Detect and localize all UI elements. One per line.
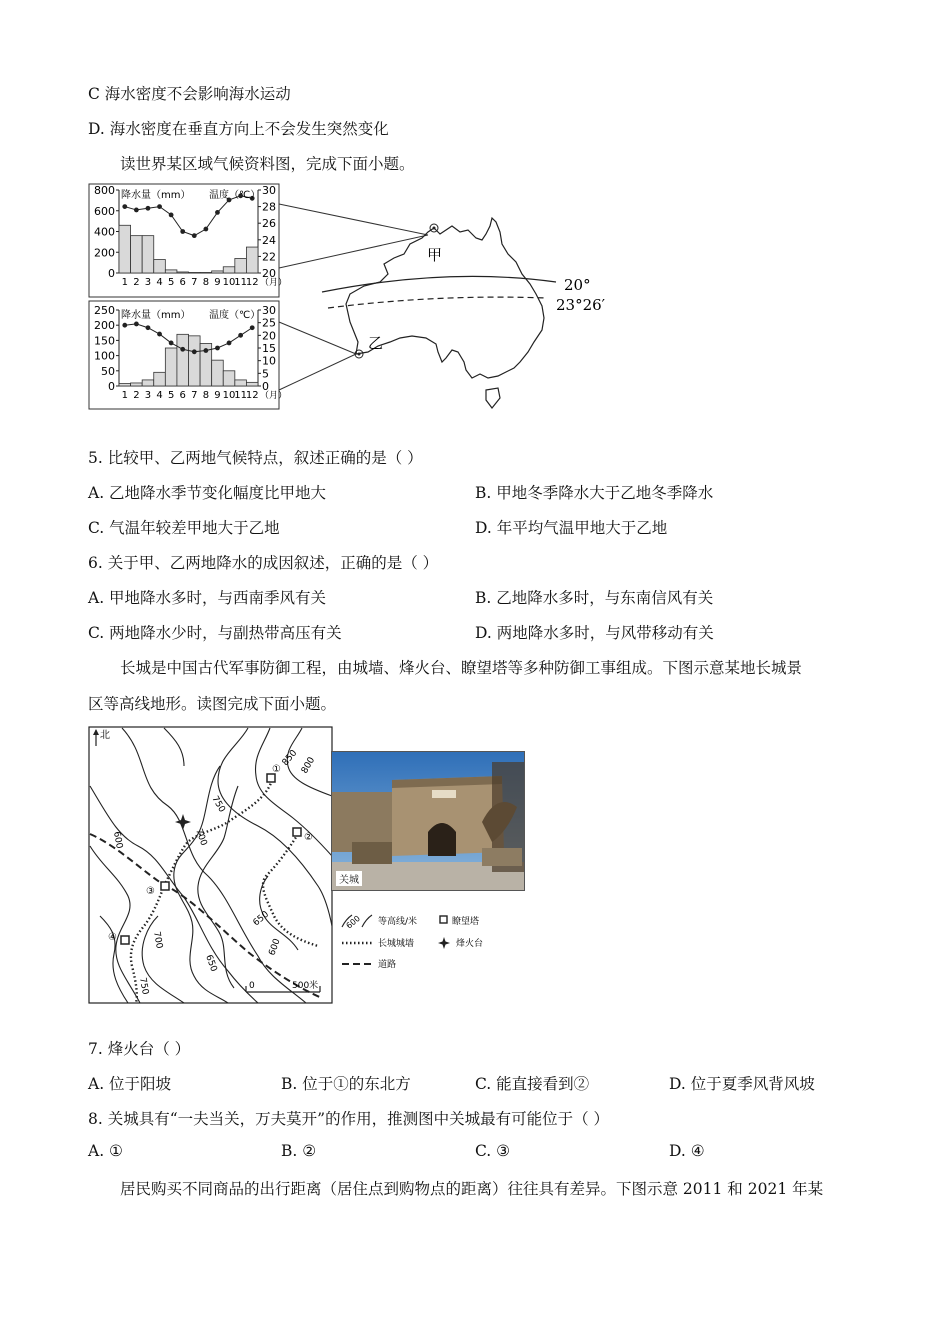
contour-label-700b: 700 — [151, 930, 164, 950]
chart-a-ttick-label: 24 — [262, 233, 276, 247]
q8-option-a: A. ① — [88, 1142, 123, 1160]
chart-b-month-label: 3 — [144, 390, 152, 401]
chart-a-ttick-label: 22 — [262, 250, 276, 264]
chart-b-bar-4 — [154, 372, 166, 386]
australia-outline — [346, 218, 544, 378]
chart-a-precip-label: 降水量（mm） — [121, 190, 191, 201]
q4-option-d: D. 海水密度在垂直方向上不会发生突然变化 — [88, 120, 389, 138]
chart-a-ptick-label: 200 — [94, 246, 115, 260]
label-a: 甲 — [427, 246, 443, 264]
chart-b-ptick-label: 50 — [101, 364, 115, 378]
chart-a-month-label: 3 — [144, 277, 152, 288]
chart-b-ptick-label: 250 — [94, 304, 115, 317]
chart-b-month-label: 5 — [167, 390, 175, 401]
chart-a-month-label: 11 — [234, 277, 247, 288]
legend-road: 道路 — [378, 960, 397, 970]
chart-b-ttick-label: 5 — [262, 367, 269, 381]
q5-option-a: A. 乙地降水季节变化幅度比甲地大 — [88, 484, 327, 502]
legend-tower: 瞭望塔 — [452, 917, 480, 927]
chart-b-month-label: 12 — [245, 390, 259, 401]
legend-beacon-icon — [438, 937, 450, 949]
scale-dist: 500米 — [292, 981, 319, 991]
chart-a-month-label: 10 — [222, 277, 236, 288]
chart-b-temp-point-3 — [146, 325, 151, 330]
chart-b-temp-point-4 — [157, 332, 162, 337]
contour-label-750b: 750 — [137, 976, 150, 996]
chart-b-ttick-label: 15 — [262, 342, 276, 355]
chart-b-temp-point-5 — [169, 341, 174, 346]
chart-a-ttick-label: 30 — [262, 184, 276, 197]
q8-option-c: C. ③ — [475, 1142, 511, 1160]
chart-b-bar-7 — [189, 336, 201, 386]
contour-label-650a: 650 — [251, 909, 272, 929]
q7-stem: 7. 烽火台（ ） — [88, 1040, 191, 1058]
chart-a-bar-5 — [165, 270, 177, 273]
chart-b-ptick-label: 0 — [108, 380, 115, 393]
chart-a-temp-point-7 — [192, 233, 197, 238]
contour-label-650b: 650 — [203, 953, 219, 974]
chart-b-month-label: 2 — [133, 390, 140, 401]
chart-b-temp-point-7 — [192, 349, 197, 354]
chart-b-bar-11 — [235, 380, 247, 386]
tower-2-icon — [293, 828, 301, 836]
chart-a-month-label: 5 — [167, 277, 175, 288]
chart-b-bar-1 — [119, 384, 131, 386]
chart-a-bar-1 — [119, 225, 131, 273]
chart-a-bar-7 — [189, 272, 201, 273]
chart-b-temp-point-2 — [134, 322, 139, 327]
contour-map — [88, 726, 333, 1005]
chart-b-month-label: 4 — [156, 390, 163, 401]
legend-tower-icon — [440, 916, 447, 923]
q7-option-a: A. 位于阳坡 — [88, 1075, 172, 1093]
chart-b-bar-9 — [212, 360, 224, 386]
tower-2-label: ② — [304, 832, 313, 843]
chart-a-month-label: 6 — [179, 277, 186, 288]
scale-zero: 0 — [249, 981, 255, 991]
chart-a-temp-point-3 — [146, 206, 151, 211]
chart-a-ttick-label: 28 — [262, 200, 276, 214]
chart-b-temp-point-6 — [180, 347, 185, 352]
chart-b-month-label: 6 — [179, 390, 186, 401]
q7-option-b: B. 位于①的东北方 — [281, 1075, 411, 1093]
q5-option-c: C. 气温年较差甲地大于乙地 — [88, 519, 280, 537]
tasmania-outline — [486, 388, 500, 408]
chart-a-ptick-label: 0 — [108, 267, 115, 280]
wall-intro-line1: 长城是中国古代军事防御工程，由城墙、烽火台、瞭望塔等多种防御工事组成。下图示意某地长城景 — [120, 659, 803, 677]
chart-b-bar-10 — [223, 371, 235, 386]
chart-b-month-label: 10 — [222, 390, 236, 401]
tower-3-label: ③ — [146, 886, 155, 897]
tower-1-label: ① — [272, 764, 281, 775]
chart-b-month-label: 9 — [214, 390, 221, 401]
next-intro: 居民购买不同商品的出行距离（居住点到购物点的距离）往往具有差异。下图示意 2011 和 2021 年某 — [120, 1180, 824, 1198]
chart-a-temp-point-4 — [157, 204, 162, 209]
chart-b-ttick-label: 20 — [262, 329, 276, 343]
climate-figure — [88, 182, 613, 414]
contour-label-700a: 700 — [193, 827, 209, 848]
chart-b-ttick-label: 25 — [262, 316, 276, 330]
tower-4-label: ④ — [108, 932, 117, 943]
tower-3-icon — [161, 882, 169, 890]
chart-b-bar-2 — [131, 383, 143, 386]
wall-intro-line2: 区等高线地形。读图完成下面小题。 — [88, 695, 337, 713]
chart-a-month-label: 4 — [156, 277, 163, 288]
q8-option-b: B. ② — [281, 1142, 317, 1160]
chart-a-bar-12 — [246, 247, 258, 273]
chart-a-bar-6 — [177, 272, 189, 273]
chart-a-month-label: 9 — [214, 277, 221, 288]
contour-label-750a: 750 — [209, 794, 227, 815]
chart-a-ttick-label: 20 — [262, 267, 276, 280]
chart-a-temp-point-9 — [215, 210, 220, 215]
chart-b-ptick-label: 150 — [94, 334, 115, 348]
chart-b-ptick-label: 200 — [94, 319, 115, 333]
q4-option-c: C 海水密度不会影响海水运动 — [88, 85, 291, 103]
chart-a-ptick-label: 400 — [94, 225, 115, 239]
contour-label-800: 800 — [299, 755, 318, 776]
q6-option-b: B. 乙地降水多时，与东南信风有关 — [475, 589, 714, 607]
chart-a-ptick-label: 800 — [94, 184, 115, 197]
q6-option-d: D. 两地降水多时，与风带移动有关 — [475, 624, 714, 642]
chart-a-bar-2 — [131, 236, 143, 273]
chart-a-bar-3 — [142, 236, 154, 273]
chart-a-month-label: 1 — [121, 277, 128, 288]
tower-4-icon — [121, 936, 129, 944]
chart-b-ttick-label: 30 — [262, 304, 276, 317]
chart-a-temp-point-2 — [134, 208, 139, 213]
tower-1-icon — [267, 774, 275, 782]
chart-b-temp-point-1 — [122, 323, 127, 328]
pass-photo — [331, 751, 525, 891]
chart-b-month-label: 11 — [234, 390, 247, 401]
chart-a-temp-label: 温度（℃） — [209, 190, 261, 201]
q5-stem: 5. 比较甲、乙两地气候特点，叙述正确的是（ ） — [88, 449, 423, 467]
chart-b-ttick-label: 10 — [262, 354, 276, 368]
chart-a-month-label: 12 — [245, 277, 259, 288]
chart-a-bar-9 — [212, 271, 224, 273]
contour-label-600b: 600 — [267, 937, 283, 958]
chart-b-temp-point-12 — [250, 325, 255, 330]
photo-label: 关城 — [336, 871, 362, 886]
chart-a-temp-point-1 — [122, 204, 127, 209]
chart-b-ttick-label: 0 — [262, 380, 269, 393]
chart-b-bar-6 — [177, 334, 189, 386]
chart-a-month-label: 7 — [191, 277, 198, 288]
chart-b-precip-label: 降水量（mm） — [121, 310, 191, 321]
contour-label-600a: 600 — [111, 830, 124, 850]
chart-a-month-label: 2 — [133, 277, 140, 288]
climate-intro: 读世界某区域气候资料图，完成下面小题。 — [120, 155, 415, 173]
label-lat20: 20° — [564, 276, 591, 294]
chart-b-temp-point-9 — [215, 346, 220, 351]
q6-stem: 6. 关于甲、乙两地降水的成因叙述，正确的是（ ） — [88, 554, 439, 572]
chart-a-bar-8 — [200, 272, 212, 273]
q5-option-b: B. 甲地冬季降水大于乙地冬季降水 — [475, 484, 714, 502]
north-label: 北 — [100, 730, 110, 741]
chart-a-bar-4 — [154, 260, 166, 273]
chart-b-xunit: （月） — [260, 391, 288, 401]
chart-a-temp-point-5 — [169, 213, 174, 218]
chart-b-month-label: 1 — [121, 390, 128, 401]
chart-a-month-label: 8 — [202, 277, 210, 288]
chart-b-month-label: 8 — [202, 390, 210, 401]
q6-option-c: C. 两地降水少时，与副热带高压有关 — [88, 624, 342, 642]
q8-option-d: D. ④ — [669, 1142, 705, 1160]
legend-beacon: 烽火台 — [456, 939, 484, 949]
chart-b-temp-label: 温度（℃） — [209, 310, 261, 321]
chart-b-month-label: 7 — [191, 390, 198, 401]
legend-contour: 等高线/米 — [378, 917, 418, 927]
chart-b-bar-3 — [142, 380, 154, 386]
chart-a-xunit: （月） — [260, 278, 288, 288]
legend-contour-sample: 600 — [344, 913, 362, 931]
tropic-line — [328, 297, 546, 308]
contour-label-850: 850 — [280, 748, 300, 768]
chart-b-temp-point-11 — [238, 333, 243, 338]
label-tropic: 23°26′ — [556, 296, 606, 314]
chart-a-bar-10 — [223, 267, 235, 273]
q5-option-d: D. 年平均气温甲地大于乙地 — [475, 519, 668, 537]
q7-option-d: D. 位于夏季风背风坡 — [669, 1075, 815, 1093]
label-b: 乙 — [368, 334, 384, 352]
chart-b-bar-5 — [165, 348, 177, 386]
chart-a-bar-11 — [235, 258, 247, 273]
chart-b-temp-point-10 — [227, 341, 232, 346]
chart-b-temp-point-8 — [203, 348, 208, 353]
map-legend — [340, 905, 500, 975]
q8-stem: 8. 关城具有“一夫当关，万夫莫开”的作用，推测图中关城最有可能位于（ ） — [88, 1110, 609, 1128]
chart-a-temp-point-6 — [180, 229, 185, 234]
q6-option-a: A. 甲地降水多时，与西南季风有关 — [88, 589, 327, 607]
chart-a-ttick-label: 26 — [262, 217, 276, 231]
legend-wall: 长城城墙 — [378, 939, 415, 949]
chart-a-ptick-label: 600 — [94, 204, 115, 218]
chart-a-temp-point-8 — [203, 227, 208, 232]
chart-b-ptick-label: 100 — [94, 349, 115, 363]
chart-b-bar-12 — [246, 382, 258, 386]
q7-option-c: C. 能直接看到② — [475, 1075, 590, 1093]
